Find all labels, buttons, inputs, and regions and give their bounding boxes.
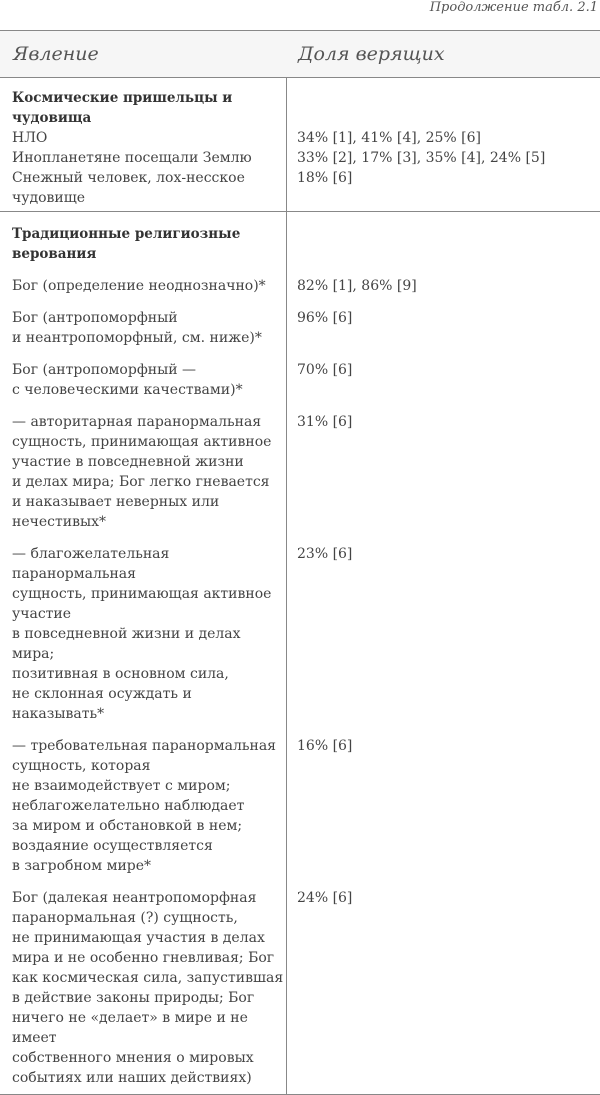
text-line: как космическая сила, запустившая [12, 970, 284, 986]
text-line: собственного мнения о мировых [12, 1050, 254, 1066]
text-line: участие [12, 606, 72, 622]
table-row [0, 412, 600, 532]
header-share: Доля верящих [298, 43, 445, 65]
share-cell: 70% [6] [297, 362, 353, 378]
text-line: неблагожелательно наблюдает [12, 798, 245, 814]
text-line: — авторитарная паранормальная [12, 414, 262, 430]
text-line: Бог (далекая неантропоморфная [12, 890, 257, 906]
share-cell: 16% [6] [297, 738, 353, 754]
share-cell: 18% [6] [297, 170, 353, 186]
text-line: ничего не «делает» в мире и не имеет [12, 1010, 248, 1046]
text-line: позитивная в основном сила, [12, 666, 229, 682]
table-header [0, 31, 600, 78]
share-cell: 82% [1], 86% [9] [297, 278, 417, 294]
text-line: за миром и обстановкой в нем; [12, 818, 243, 834]
table-row [0, 736, 600, 876]
table-row [0, 128, 600, 148]
share-cell: 96% [6] [297, 310, 353, 326]
text-line: не взаимодействует с миром; [12, 778, 231, 794]
section-cosmic [0, 78, 600, 212]
text-line: и неантропоморфный, см. ниже)* [12, 330, 262, 346]
phenomenon-cell [0, 308, 284, 348]
phenomenon-cell [0, 544, 284, 724]
share-cell: 24% [6] [297, 890, 353, 906]
text-line: не принимающая участия в делах [12, 930, 265, 946]
text-line: участие в повседневной жизни [12, 454, 244, 470]
table-row [0, 308, 600, 348]
text-line: — благожелательная паранормальная [12, 546, 170, 582]
section-title [0, 224, 284, 264]
table-row [0, 168, 600, 208]
share-cell: 34% [1], 41% [4], 25% [6] [297, 130, 481, 146]
table-row [0, 276, 600, 296]
share-cell: 23% [6] [297, 546, 353, 562]
table-row [0, 544, 600, 724]
text-line: событиях или наших действиях) [12, 1070, 252, 1086]
beliefs-table [0, 30, 600, 1095]
phenomenon-cell: Инопланетяне посещали Землю [12, 150, 252, 166]
text-line: с человеческими качествами)* [12, 382, 243, 398]
text-line: Бог (антропоморфный — [12, 362, 197, 378]
text-line: в повседневной жизни и делах мира; [12, 626, 241, 662]
text-line: Снежный человек, лох-несское [12, 170, 245, 186]
table-row [0, 148, 600, 168]
share-cell: 33% [2], 17% [3], 35% [4], 24% [5] [297, 150, 546, 166]
text-line: — требовательная паранормальная [12, 738, 277, 754]
phenomenon-cell [0, 888, 284, 1088]
phenomenon-cell [0, 736, 284, 876]
phenomenon-cell [0, 276, 284, 296]
table-row [0, 888, 600, 1088]
share-cell: 31% [6] [297, 414, 353, 430]
phenomenon-cell [0, 412, 284, 532]
text-line: сущность, принимающая активное [12, 586, 272, 602]
text-line: воздаяние осуществляется [12, 838, 213, 854]
text-line: и делах мира; Бог легко гневается [12, 474, 270, 490]
phenomenon-cell [0, 168, 284, 208]
text-line: Традиционные религиозные [12, 226, 241, 242]
table-caption: Продолжение табл. 2.1 [429, 0, 598, 15]
text-line: в действие законы природы; Бог [12, 990, 255, 1006]
phenomenon-cell [0, 360, 284, 400]
text-line: в загробном мире* [12, 858, 152, 874]
text-line: и наказывает неверных или [12, 494, 220, 510]
section-title: Космические пришельцы и чудовища [12, 90, 233, 126]
text-line: не склонная осуждать и наказывать* [12, 686, 192, 722]
text-line: сущность, принимающая активное [12, 434, 272, 450]
text-line: сущность, которая [12, 758, 151, 774]
text-line: паранормальная (?) сущность, [12, 910, 238, 926]
text-line: нечестивых* [12, 514, 106, 530]
text-line: чудовище [12, 190, 86, 206]
text-line: Бог (определение неоднозначно)* [12, 278, 266, 294]
text-line: мира и не особенно гневливая; Бог [12, 950, 275, 966]
header-phenomenon: Явление [13, 43, 99, 65]
section-religion [0, 212, 600, 1094]
text-line: верования [12, 246, 97, 262]
table-row [0, 360, 600, 400]
phenomenon-cell: НЛО [12, 130, 48, 146]
text-line: Бог (антропоморфный [12, 310, 178, 326]
